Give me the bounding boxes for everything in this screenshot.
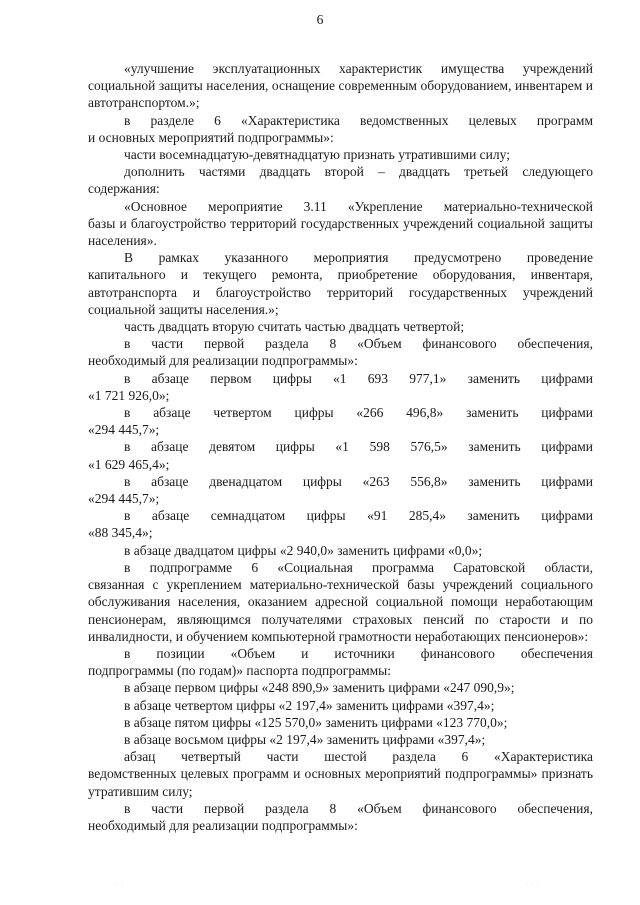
scan-artifact: · · · bbox=[526, 881, 540, 887]
paragraph-line: часть двадцать вторую считать частью двадцать четвертой; bbox=[124, 319, 465, 335]
paragraph-line: ведомственных целевых программ и основных мероприятий подпрограммы» признать утратившим силу; bbox=[88, 766, 593, 799]
paragraph-line: В рамках указанного мероприятия предусмотрено проведение bbox=[124, 250, 593, 266]
paragraph-line: в абзаце восьмом цифры «2 197,4» заменить цифрами «397,4»; bbox=[124, 731, 486, 747]
paragraph-line: в абзаце первом цифры «1 693 977,1» заменить цифрами bbox=[124, 370, 593, 386]
paragraph-line: части восемнадцатую-девятнадцатую признать утратившими силу; bbox=[124, 147, 510, 163]
paragraph-line: социальной защиты населения, оснащение современным оборудованием, инвентарем и автотранспортом.»; bbox=[88, 78, 593, 111]
paragraph-line: базы и благоустройство территорий государственных учреждений социальной защиты населения». bbox=[88, 215, 593, 249]
document-body bbox=[88, 60, 593, 834]
paragraph-line: в абзаце семнадцатом цифры «91 285,4» заменить цифрами bbox=[124, 508, 593, 524]
paragraph-line: в части первой раздела 8 «Объем финансового обеспечения, bbox=[124, 800, 593, 816]
paragraph-line: в абзаце девятом цифры «1 598 576,5» заменить цифрами bbox=[124, 439, 593, 455]
paragraph-line: «1 721 926,0»; bbox=[88, 387, 170, 403]
paragraph-line: подпрограммы (по годам)» паспорта подпрограммы: bbox=[88, 663, 391, 679]
paragraph-line: в абзаце первом цифры «248 890,9» заменить цифрами «247 090,9»; bbox=[124, 680, 515, 696]
paragraph-line: необходимый для реализации подпрограммы»: bbox=[88, 353, 358, 369]
paragraph-line: «88 345,4»; bbox=[88, 525, 153, 541]
paragraph-line: в абзаце пятом цифры «125 570,0» заменить цифрами «123 770,0»; bbox=[124, 714, 508, 730]
paragraph-line: в подпрограмме 6 «Социальная программа Саратовской области, bbox=[124, 559, 593, 575]
paragraph-line: абзац четвертый части шестой раздела 6 «Характеристика bbox=[124, 749, 593, 765]
paragraph-line: «Основное мероприятие 3.11 «Укрепление материально-технической bbox=[124, 198, 593, 214]
paragraph-line: в абзаце четвертом цифры «266 496,8» заменить цифрами bbox=[124, 405, 593, 421]
page-number: 6 bbox=[316, 12, 324, 27]
paragraph-line: в абзаце двадцатом цифры «2 940,0» заменить цифрами «0,0»; bbox=[124, 542, 483, 558]
paragraph-line: в позиции «Объем и источники финансового обеспечения bbox=[124, 645, 593, 661]
paragraph-line: в абзаце двенадцатом цифры «263 556,8» заменить цифрами bbox=[124, 473, 593, 489]
paragraph-line: «294 445,7»; bbox=[88, 422, 160, 438]
paragraph-line: в части первой раздела 8 «Объем финансового обеспечения, bbox=[124, 336, 593, 352]
paragraph-line: «улучшение эксплуатационных характеристик имущества учреждений bbox=[124, 61, 593, 76]
paragraph-line: в абзаце четвертом цифры «2 197,4» заменить цифрами «397,4»; bbox=[124, 697, 495, 713]
paragraph-line: и основных мероприятий подпрограммы»: bbox=[88, 129, 334, 145]
paragraph-line: «1 629 465,4»; bbox=[88, 456, 170, 472]
paragraph-line: дополнить частями двадцать второй – двадцать третьей следующего bbox=[124, 164, 593, 180]
paragraph-line: содержания: bbox=[88, 181, 160, 197]
paragraph-line: «294 445,7»; bbox=[88, 491, 160, 507]
paragraph-line: в разделе 6 «Характеристика ведомственных целевых программ bbox=[124, 112, 593, 128]
paragraph-line: необходимый для реализации подпрограммы»: bbox=[88, 817, 358, 833]
paragraph-line: капитального и текущего ремонта, приобретение оборудования, инвентаря, автотранспорта и благоустройство территорий государственных учреждений социальной защиты населения.»; bbox=[88, 267, 593, 317]
scan-artifact: · · bbox=[116, 881, 125, 887]
paragraph-line: связанная с укреплением материально-технической базы учреждений социального обслуживания населения, оказанием адресной социальной помощи неработающим пенсионерам, являющимся получателями страховых пенсий по старости и по инвалидности, и обучением компьютерной грамотности неработающих пенсионеров»: bbox=[88, 577, 593, 644]
